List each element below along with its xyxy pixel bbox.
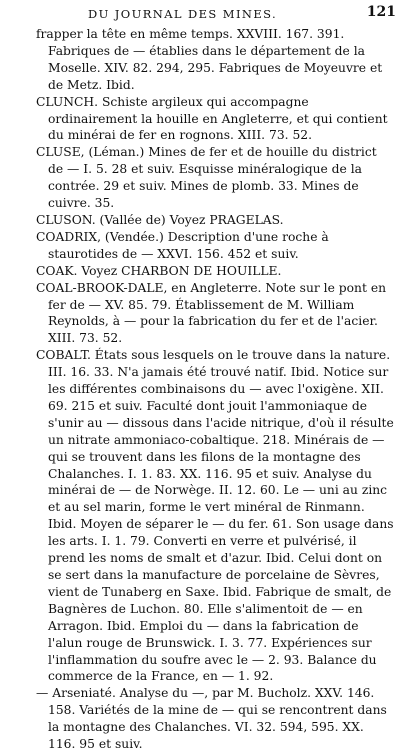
index-entry-coadrix: COADRIX, (Vendée.) Description d'une roche à staurotides de — XXVI. 156. 452 et suiv. xyxy=(36,229,329,261)
index-entry-clunch: CLUNCH. Schiste argileux qui accompagne ordinairement la houille en Angleterre, et qui contient du minérai de fer en rognons. XIII. 73. 52. xyxy=(36,94,388,143)
index-entry-cluse: CLUSE, (Léman.) Mines de fer et de houille du district de — I. 5. 28 et suiv. Esquisse minéralogique de la contrée. 29 et suiv. Mines de plomb. 33. Mines de cuivre. 35. xyxy=(36,145,377,211)
index-entry-cloux-continuation: frapper la tête en même temps. XXVIII. 167. 391. Fabriques de — établies dans le département de la Moselle. XIV. 82. 294, 295. Fabriques de Moyeuvre et de Metz. Ibid. xyxy=(36,27,383,92)
index-entries xyxy=(36,26,394,753)
page-header xyxy=(0,4,410,24)
index-entry-cobalt: COBALT. États sous lesquels on le trouve dans la nature. III. 16. 33. N'a jamais été trouvé natif. Ibid. Notice sur les différentes combinaisons du — avec l'oxigène. XII. 69. 215 et suiv. Faculté dont jouit l'ammoniaque de s'unir au — dissous dans l'acide nitrique, d'où il résulte un nitrate ammoniaco-cobaltique. 218. Minérais de — qui se trouvent dans les filons de la montagne des Chalanches. I. 1. 83. XX. 116. 95 et suiv. Analyse du minérai de — de Norwège. II. 12. 60. Le — uni au zinc et au sel marin, forme le vert minéral de Rinmann. Ibid. Moyen de séparer le — du fer. 61. Son usage dans les arts. I. 1. 79. Converti en verre et pulvérisé, il prend les noms de smalt et d'azur. Ibid. Celui dont on se sert dans la manufacture de porcelaine de Sèvres, vient de Tunaberg en Saxe. Ibid. Fabrique de smalt, de Bagnères de Luchon. 80. Elle s'alimentoit de — en Arragon. Ibid. Emploi du — dans la fabrication de l'alun rouge de Brunswick. I. 3. 77. Expériences sur l'inflammation du soufre avec le — 2. 93. Balance du commerce de la France, en — 1. 92. xyxy=(36,348,394,684)
index-entry-cluson: CLUSON. (Vallée de) Voyez PRAGELAS. xyxy=(36,212,284,227)
running-title: DU JOURNAL DES MINES. xyxy=(88,7,278,21)
index-entry-coal-brook-dale: COAL-BROOK-DALE, en Angleterre. Note sur le pont en fer de — XV. 85. 79. Établissement de M. William Reynolds, à — pour la fabrication du fer et de l'acier. XIII. 73. 52. xyxy=(36,280,387,346)
index-entry-coak: COAK. Voyez CHARBON DE HOUILLE. xyxy=(36,263,282,278)
page-number: 121 xyxy=(366,4,396,20)
index-entry-cobalt-arseniate: — Arseniaté. Analyse du —, par M. Bucholz. XXV. 146. 158. Variétés de la mine de — qui se rencontrent dans la montagne des Chalanches. VI. 32. 594, 595. XX. 116. 95 et suiv. xyxy=(36,686,387,752)
